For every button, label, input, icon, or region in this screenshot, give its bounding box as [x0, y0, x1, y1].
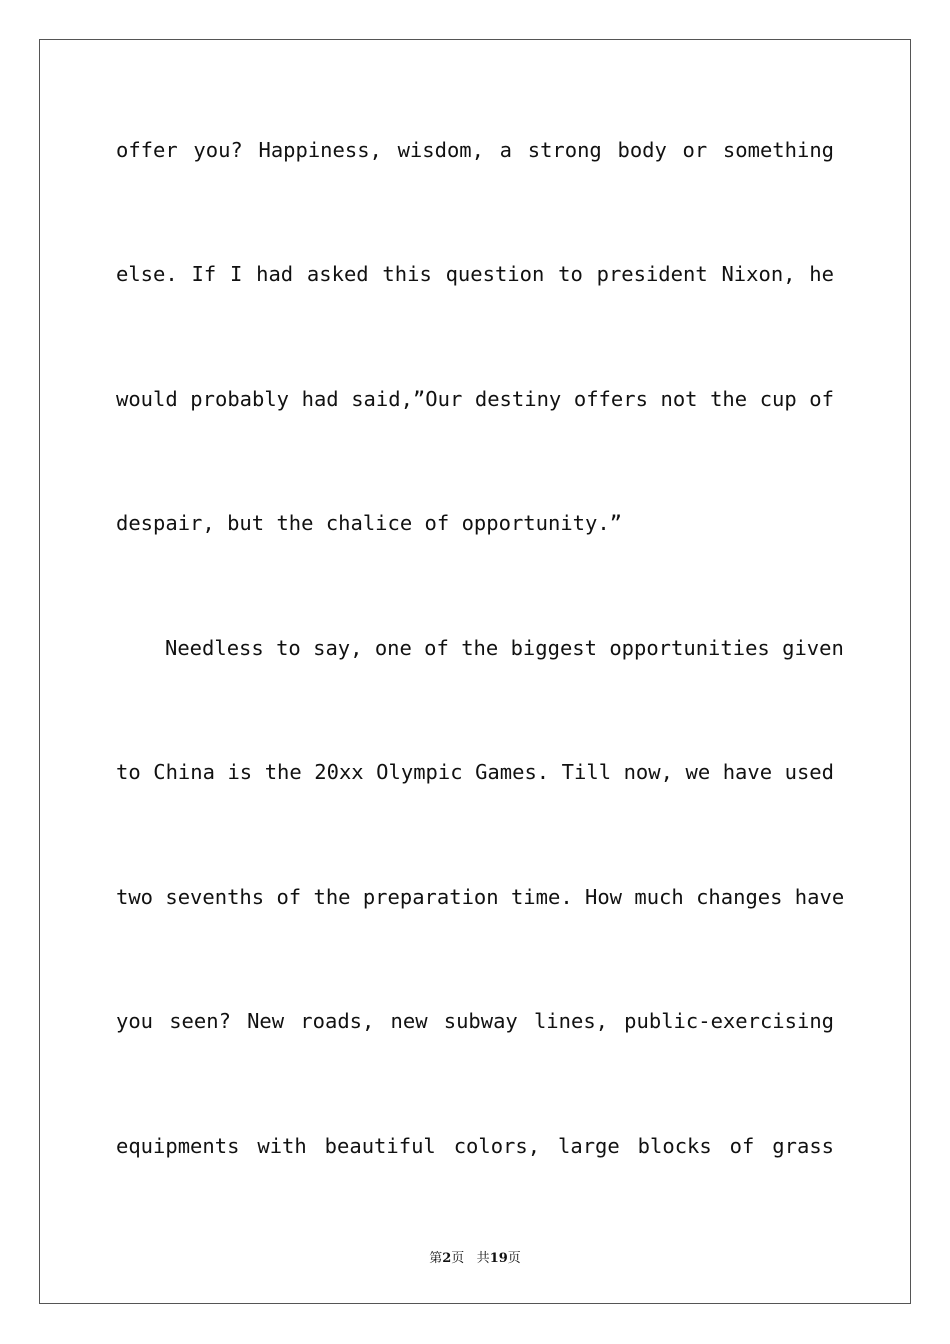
text-line-3: would probably had said,”Our destiny offers not the cup of: [116, 387, 834, 411]
text-line-7: two sevenths of the preparation time. How much changes have: [116, 885, 845, 909]
text-line-6: to China is the 20xx Olympic Games. Till now, we have used: [116, 760, 834, 784]
text-line-8: you seen? New roads, new subway lines, public-exercising: [116, 1009, 834, 1033]
text-line-9: equipments with beautiful colors, large blocks of grass: [116, 1134, 834, 1158]
text-line-4: despair, but the chalice of opportunity.”: [116, 511, 623, 535]
footer-total-pages: 19: [489, 1251, 508, 1266]
footer-page-number: 2: [442, 1251, 452, 1266]
text-line-5: Needless to say, one of the biggest opportunities given: [165, 636, 844, 660]
page-footer: [0, 1247, 950, 1266]
text-line-2: else. If I had asked this question to president Nixon, he: [116, 262, 834, 286]
footer-page-prefix: 第: [429, 1251, 443, 1266]
text-line-1: offer you? Happiness, wisdom, a strong body or something: [116, 138, 834, 162]
footer-total-suffix: 页: [507, 1251, 521, 1266]
page-frame: [39, 39, 911, 1304]
footer-page-suffix: 页: [451, 1251, 465, 1266]
footer-total-prefix: 共: [476, 1251, 490, 1266]
